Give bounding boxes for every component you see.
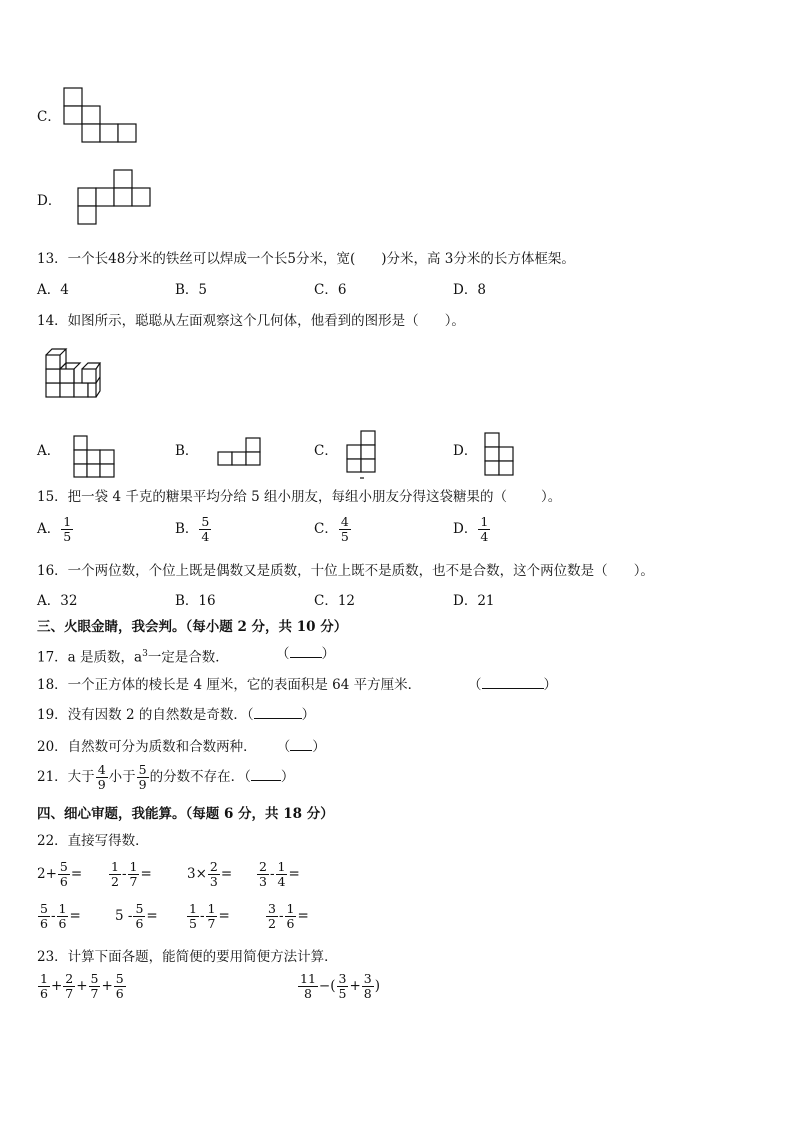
- q16-option-b[interactable]: B．16: [175, 593, 216, 609]
- q23-expression-2: [297, 972, 380, 1001]
- section-3-title: 三、火眼金睛，我会判。（每小题 2 分，共 10 分）: [37, 619, 348, 635]
- fraction: [63, 972, 75, 1001]
- q16-stem-pre: 16．一个两位数，个位上既是偶数又是质数，十位上既不是质数，也不是合数，这个两位数是（: [37, 563, 608, 579]
- q21-answer-line[interactable]: [251, 768, 281, 781]
- paren-open: （: [276, 739, 291, 755]
- q12-option-c-label[interactable]: C．: [37, 109, 61, 125]
- q15-stem: [37, 488, 561, 506]
- fraction-numerator: 5: [201, 514, 210, 529]
- fraction-numerator: 5: [115, 971, 124, 986]
- q16-option-a[interactable]: A．32: [37, 593, 78, 609]
- fraction-numerator: 1: [277, 859, 286, 874]
- operator: +: [349, 978, 361, 994]
- fraction-numerator: 11: [300, 971, 316, 986]
- fraction-denominator: 5: [340, 529, 349, 544]
- operator: -: [269, 866, 275, 882]
- paren-open: （: [468, 677, 482, 693]
- q15-option-b-fraction: [199, 515, 211, 544]
- q15-option-d-label: D．: [453, 521, 478, 537]
- fraction: [257, 860, 269, 889]
- q14-option-d-label[interactable]: D．: [453, 443, 478, 459]
- fraction-numerator: 5: [40, 901, 48, 916]
- q13-option-b[interactable]: B．5: [175, 282, 208, 298]
- paren-close: ）: [312, 739, 326, 755]
- fraction: [128, 860, 140, 889]
- q20-answer-line[interactable]: [290, 738, 312, 751]
- fraction: [38, 972, 50, 1001]
- q20-text: 20．自然数可分为质数和合数两种．: [37, 739, 257, 755]
- fraction-numerator: 5: [90, 971, 99, 986]
- q20-stem: [37, 738, 326, 756]
- fraction-numerator: 3: [338, 971, 347, 986]
- q21-stem: [37, 763, 294, 792]
- q14-stem-post: ）。: [444, 313, 465, 329]
- fraction-denominator: 8: [303, 986, 312, 1001]
- fraction-denominator: 5: [189, 916, 197, 931]
- fraction: [337, 972, 349, 1001]
- fraction-denominator: 4: [201, 529, 210, 544]
- answer-line[interactable]: [290, 645, 322, 658]
- q17-exponent: 3: [142, 649, 148, 659]
- answer-line[interactable]: [482, 676, 544, 689]
- fraction-numerator: 1: [58, 901, 67, 916]
- fraction-denominator: 8: [363, 986, 372, 1001]
- fraction-numerator: 5: [138, 762, 147, 777]
- equals-sign: =: [297, 908, 309, 924]
- fraction-denominator: 6: [58, 916, 67, 931]
- fraction-denominator: 7: [207, 916, 216, 931]
- fraction-numerator: 1: [111, 859, 119, 874]
- equals-sign: =: [70, 866, 83, 882]
- q15-option-c-fraction: [339, 515, 351, 544]
- fraction-numerator: 4: [97, 762, 106, 777]
- paren-open: （: [244, 769, 251, 785]
- paren-open: （: [246, 707, 254, 723]
- fraction-numerator: 5: [135, 901, 144, 916]
- fraction: [109, 860, 121, 889]
- q16-stem: [37, 562, 654, 580]
- q23-stem: 23．计算下面各题，能简便的要用简便方法计算．: [37, 949, 338, 965]
- q15-option-b[interactable]: [175, 515, 212, 544]
- q14-option-c-label[interactable]: C．: [314, 443, 338, 459]
- q15-option-a[interactable]: [37, 515, 74, 544]
- q13-option-a[interactable]: A．4: [37, 282, 69, 298]
- equals-sign: =: [140, 866, 152, 882]
- q21-stem-mid: 小于: [108, 769, 136, 785]
- q15-option-c-label: C．: [314, 521, 338, 537]
- expr-prefix: 2+: [37, 866, 57, 882]
- fraction: [276, 860, 288, 889]
- fraction-denominator: 6: [135, 916, 144, 931]
- q13-stem-pre: 13．一个长48分米的铁丝可以焊成一个长5分米，宽(: [37, 251, 356, 267]
- q19-stem: [37, 706, 315, 724]
- q22-item-1-2: [108, 860, 152, 889]
- q13-option-c[interactable]: C．6: [314, 282, 347, 298]
- fraction-denominator: 5: [338, 986, 347, 1001]
- equals-sign: =: [288, 866, 300, 882]
- fraction-numerator: 3: [363, 971, 372, 986]
- equals-sign: =: [69, 908, 81, 924]
- fraction-numerator: 1: [63, 514, 72, 529]
- paren-close: ): [374, 978, 380, 994]
- fraction-denominator: 6: [286, 916, 295, 931]
- fraction: [187, 902, 199, 931]
- paren-close: ）: [301, 707, 316, 723]
- expr-prefix: 5 -: [115, 908, 133, 924]
- q22-item-2-3: [186, 902, 230, 931]
- q13-stem-post: )分米，高 3分米的长方体框架。: [381, 251, 575, 267]
- equals-sign: =: [220, 866, 233, 882]
- fraction-numerator: 5: [59, 859, 68, 874]
- q15-option-b-label: B．: [175, 521, 199, 537]
- q23-expression-1: [37, 972, 127, 1001]
- paren-close: ）: [543, 677, 557, 693]
- q16-option-d[interactable]: D．21: [453, 593, 495, 609]
- fraction-denominator: 7: [90, 986, 99, 1001]
- operator: -: [278, 908, 284, 924]
- q17-stem: [37, 645, 229, 667]
- operator: +: [50, 978, 63, 994]
- q22-item-2-4: [265, 902, 309, 931]
- fraction-numerator: 2: [209, 859, 218, 874]
- paren-open: （: [276, 646, 290, 662]
- fraction: [38, 902, 50, 931]
- fraction-numerator: 1: [286, 901, 295, 916]
- operator: -: [121, 866, 127, 882]
- fraction-numerator: 1: [480, 514, 489, 529]
- fraction-numerator: 1: [40, 971, 48, 986]
- fraction-denominator: 6: [40, 916, 48, 931]
- equals-sign: =: [146, 908, 158, 924]
- section-4-title: 四、细心审题，我能算。（每题 6 分，共 18 分）: [37, 806, 334, 822]
- q15-option-a-fraction: [61, 515, 73, 544]
- fraction: [57, 902, 69, 931]
- fraction-denominator: 3: [209, 874, 218, 889]
- q16-stem-post: ）。: [633, 563, 654, 579]
- q15-stem-post: ）。: [541, 489, 562, 505]
- q21-fraction-2: [137, 763, 149, 792]
- fraction: [58, 860, 70, 889]
- q17-stem-pre: 17．a 是质数，a: [37, 649, 143, 666]
- fraction-denominator: 6: [59, 874, 68, 889]
- q13-option-d[interactable]: D．8: [453, 282, 486, 298]
- fraction-denominator: 9: [97, 777, 106, 792]
- fraction-denominator: 2: [268, 916, 276, 931]
- q14-option-b-label[interactable]: B．: [175, 443, 199, 459]
- q22-stem: 22．直接写得数．: [37, 833, 149, 849]
- q15-stem-pre: 15．把一袋 4 千克的糖果平均分给 5 组小朋友，每组小朋友分得这袋糖果的（: [37, 489, 508, 505]
- operator: -: [199, 908, 205, 924]
- q14-stem-pre: 14．如图所示，聪聪从左面观察这个几何体，他看到的图形是（: [37, 313, 419, 329]
- q15-option-d[interactable]: [453, 515, 491, 544]
- operator: +: [101, 978, 113, 994]
- fraction-denominator: 4: [277, 874, 286, 889]
- fraction: [298, 972, 318, 1001]
- fraction-numerator: 1: [207, 901, 216, 916]
- q15-option-c[interactable]: [314, 515, 352, 544]
- fraction: [89, 972, 101, 1001]
- paren-close: ）: [280, 769, 295, 785]
- fraction-numerator: 2: [65, 971, 74, 986]
- fraction: [208, 860, 220, 889]
- q18-answer-blank[interactable]: [468, 676, 557, 694]
- q21-stem-pre: 21．大于: [37, 769, 95, 785]
- fraction-numerator: 4: [340, 514, 349, 529]
- q17-answer-blank[interactable]: [276, 645, 335, 663]
- q17-stem-post: 一定是合数．: [147, 649, 229, 666]
- fraction: [114, 972, 126, 1001]
- q19-text: 19．没有因数 2 的自然数是奇数．: [37, 707, 247, 723]
- q21-fraction-1: [96, 763, 108, 792]
- fraction-denominator: 6: [115, 986, 124, 1001]
- q19-answer-line[interactable]: [254, 706, 302, 719]
- fraction-denominator: 2: [111, 874, 119, 889]
- fraction-denominator: 6: [40, 986, 48, 1001]
- operator: −(: [318, 978, 336, 994]
- fraction-numerator: 2: [259, 859, 267, 874]
- operator: -: [50, 908, 56, 924]
- fraction-denominator: 4: [480, 529, 489, 544]
- q15-option-a-label: A．: [37, 521, 61, 537]
- operator: +: [76, 978, 88, 994]
- q21-stem-post: 的分数不存在．: [149, 769, 245, 785]
- equals-sign: =: [218, 908, 230, 924]
- q15-option-d-fraction: [478, 515, 490, 544]
- q22-item-2-2: [115, 902, 158, 931]
- fraction-denominator: 5: [63, 529, 72, 544]
- q16-option-c[interactable]: C．12: [314, 593, 356, 609]
- fraction: [133, 902, 145, 931]
- fraction-numerator: 1: [129, 859, 138, 874]
- fraction: [206, 902, 218, 931]
- q14-option-a-label[interactable]: A．: [37, 443, 61, 459]
- fraction: [285, 902, 297, 931]
- fraction-denominator: 7: [65, 986, 74, 1001]
- fraction: [266, 902, 278, 931]
- fraction-denominator: 3: [259, 874, 267, 889]
- paren-close: ）: [321, 646, 335, 662]
- q12-option-d-label[interactable]: D．: [37, 193, 62, 209]
- expr-prefix: 3×: [187, 866, 207, 882]
- fraction-numerator: 3: [268, 901, 276, 916]
- q22-item-1-4: [256, 860, 300, 889]
- fraction-denominator: 7: [129, 874, 138, 889]
- q22-item-1-1: [37, 860, 82, 889]
- fraction-numerator: 1: [189, 901, 197, 916]
- q22-item-2-1: [37, 902, 81, 931]
- fraction: [362, 972, 374, 1001]
- q22-item-1-3: [187, 860, 232, 889]
- fraction-denominator: 9: [138, 777, 147, 792]
- q18-stem: 18．一个正方体的棱长是 4 厘米，它的表面积是 64 平方厘米．: [37, 677, 422, 693]
